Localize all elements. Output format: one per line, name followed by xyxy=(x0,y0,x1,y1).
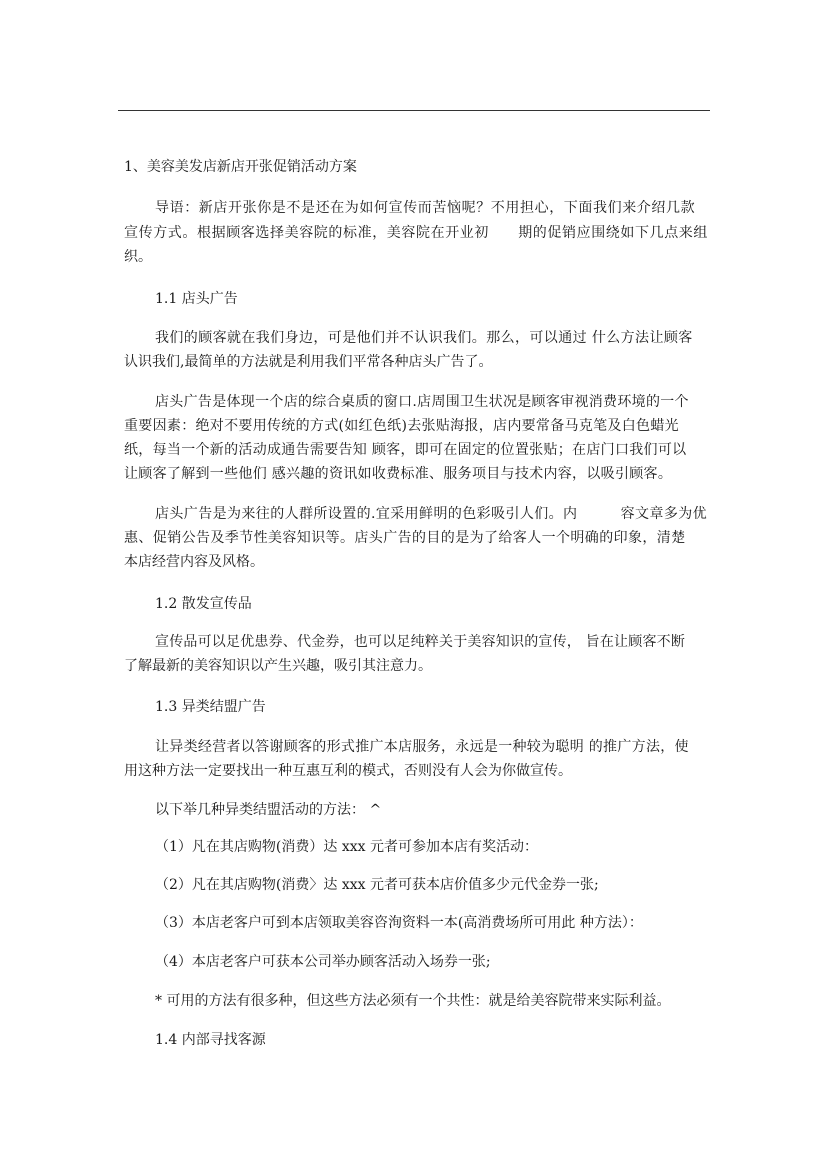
intro-line-2: 宣传方式。根据顾客选择美容院的标准，美容院在开业初 期的促销应围绕如下几点来组 xyxy=(124,225,708,241)
s11-p3-line-3: 本店经营内容及风格。 xyxy=(124,554,264,570)
s13-list-item-4: （4）本店老客户可获本公司举办顾客活动入场券一张; xyxy=(155,954,491,970)
intro-line-1: 导语：新店开张你是不是还在为如何宣传而苦恼呢？不用担心，下面我们来介绍几款 xyxy=(155,200,696,216)
s13-list-item-1: （1）凡在其店购物(消费）达 xxx 元者可参加本店有奖活动： xyxy=(155,839,538,855)
s13-p1-line-2: 用这种方法一定要找出一种互惠互利的模式，否则没有人会为你做宣传。 xyxy=(124,763,572,779)
header-rule xyxy=(118,110,710,111)
section-1-1-heading: 1.1 店头广告 xyxy=(155,291,238,307)
s11-p1-line-1: 我们的顾客就在我们身边，可是他们并不认识我们。那么，可以通过 什么方法让顾客 xyxy=(155,330,693,346)
s11-p3-line-1: 店头广告是为来往的人群所设置的.宜采用鲜明的色彩吸引人们。内 容文章多为优 xyxy=(155,506,708,522)
s11-p2-line-4: 让顾客了解到一些他们 感兴趣的资讯如收费标准、服务项目与技术内容，以吸引顾客。 xyxy=(124,466,673,482)
s13-list-item-3: （3）本店老客户可到本店领取美容咨洵资料一本(高消费场所可用此 种方法）： xyxy=(155,915,643,931)
s13-p1-line-1: 让异类经营者以答谢顾客的形式推广本店服务，永远是一种较为聪明 的推广方法，使 xyxy=(155,739,689,755)
s11-p1-line-2: 认识我们,最简单的方法就是利用我们平常各种店头广告了。 xyxy=(124,354,493,370)
s12-p1-line-2: 了解最新的美容知识以产生兴趣，吸引其注意力。 xyxy=(124,658,432,674)
section-1-2-heading: 1.2 散发宣传品 xyxy=(155,596,252,612)
document-title: 1、美容美发店新店开张促销活动方案 xyxy=(124,159,357,175)
s11-p3-line-2: 惠、促销公告及季节性美容知识等。店头广告的目的是为了给客人一个明确的印象，清楚 xyxy=(124,530,686,546)
section-1-4-heading: 1.4 内部寻找客源 xyxy=(155,1032,266,1048)
s13-note: * 可用的方法有很多种，但这些方法必须有一个共性：就是给美容院带来实际利益。 xyxy=(155,993,671,1009)
s13-list-intro: 以下举几种异类结盟活动的方法： ^ xyxy=(155,802,382,818)
s11-p2-line-2: 重要因素：绝对不要用传统的方式(如红色纸)去张贴海报，店内要常备马克笔及白色蜡光 xyxy=(124,418,679,434)
s11-p2-line-3: 纸，每当一个新的活动成通告需要告知 顾客，即可在固定的位置张贴；在店门口我们可以 xyxy=(124,442,687,458)
intro-line-3: 织。 xyxy=(124,249,152,265)
s11-p2-line-1: 店头广告是体现一个店的综合桌质的窗口.店周围卫生状况是顾客审视消费环境的一个 xyxy=(155,394,689,410)
section-1-3-heading: 1.3 异类结盟广告 xyxy=(155,699,266,715)
s13-list-item-2: （2）凡在其店购物(消费〉达 xxx 元者可获本店价值多少元代金券一张; xyxy=(155,877,599,893)
s12-p1-line-1: 宣传品可以足优患券、代金券，也可以足纯粹关于美容知识的宣传， 旨在让顾客不断 xyxy=(155,634,686,650)
